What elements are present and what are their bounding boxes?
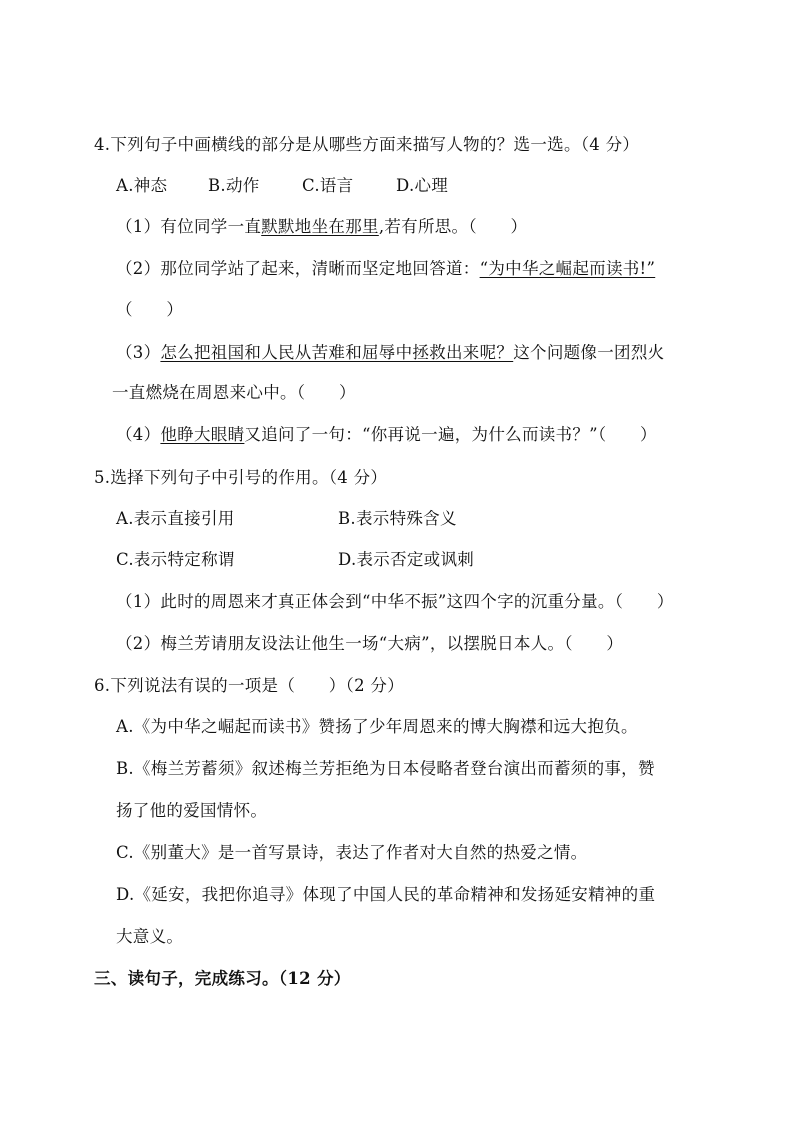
q6-option-d-continued: 大意义。 <box>116 927 184 946</box>
section-3-heading: 三、读句子，完成练习。（12 分） <box>94 969 351 988</box>
q4-item-4: （4）他睁大眼睛又追问了一句：“你再说一遍，为什么而读书？”（ ） <box>116 425 657 444</box>
q4-item-3: （3）怎么把祖国和人民从苦难和屈辱中拯救出来呢？这个问题像一团烈火 <box>116 343 665 362</box>
q5-option-c: C.表示特定称谓 <box>116 550 235 569</box>
q4-item-3-continued: 一直燃烧在周恩来心中。（ ） <box>112 383 356 402</box>
q4-item-2: （2）那位同学站了起来，清晰而坚定地回答道：“为中华之崛起而读书!” <box>116 259 656 278</box>
q6-stem: 6.下列说法有误的一项是（ ）（2 分） <box>94 676 405 695</box>
q6-option-d: D.《延安，我把你追寻》体现了中国人民的革命精神和发扬延安精神的重 <box>116 885 656 904</box>
q5-stem: 5.选择下列句子中引号的作用。（4 分） <box>94 468 388 487</box>
q5-item-2: （2）梅兰芳请朋友设法让他生一场“大病”，以摆脱日本人。（ ） <box>116 634 624 653</box>
q6-option-b: B.《梅兰芳蓄须》叙述梅兰芳拒绝为日本侵略者登台演出而蓄须的事，赞 <box>116 759 655 778</box>
q4-option-d: D.心理 <box>396 176 449 195</box>
q5-option-d: D.表示否定或讽刺 <box>338 550 475 569</box>
q4-stem: 4.下列句子中画横线的部分是从哪些方面来描写人物的？选一选。（4 分） <box>94 135 640 154</box>
q5-option-a: A.表示直接引用 <box>116 509 235 528</box>
q6-option-a: A.《为中华之崛起而读书》赞扬了少年周恩来的博大胸襟和远大抱负。 <box>116 717 638 736</box>
underlined-phrase: 他睁大眼睛 <box>160 425 245 444</box>
underlined-phrase: “为中华之崛起而读书!” <box>479 259 656 278</box>
underlined-phrase: 怎么把祖国和人民从苦难和屈辱中拯救出来呢？ <box>160 343 514 362</box>
q4-option-c: C.语言 <box>302 176 354 195</box>
q5-option-b: B.表示特殊含义 <box>338 509 457 528</box>
q4-option-b: B.动作 <box>208 176 260 195</box>
underlined-phrase: 默默地坐在那里 <box>261 217 379 236</box>
q5-item-1: （1）此时的周恩来才真正体会到“中华不振”这四个字的沉重分量。（ ） <box>116 592 674 611</box>
q4-option-a: A.神态 <box>116 176 168 195</box>
q6-option-b-continued: 扬了他的爱国情怀。 <box>116 801 268 820</box>
q6-option-c: C.《别董大》是一首写景诗，表达了作者对大自然的热爱之情。 <box>116 843 588 862</box>
q4-item-1: （1）有位同学一直默默地坐在那里,若有所思。（ ） <box>116 217 528 236</box>
q4-item-2-answer: （ ） <box>116 300 184 319</box>
